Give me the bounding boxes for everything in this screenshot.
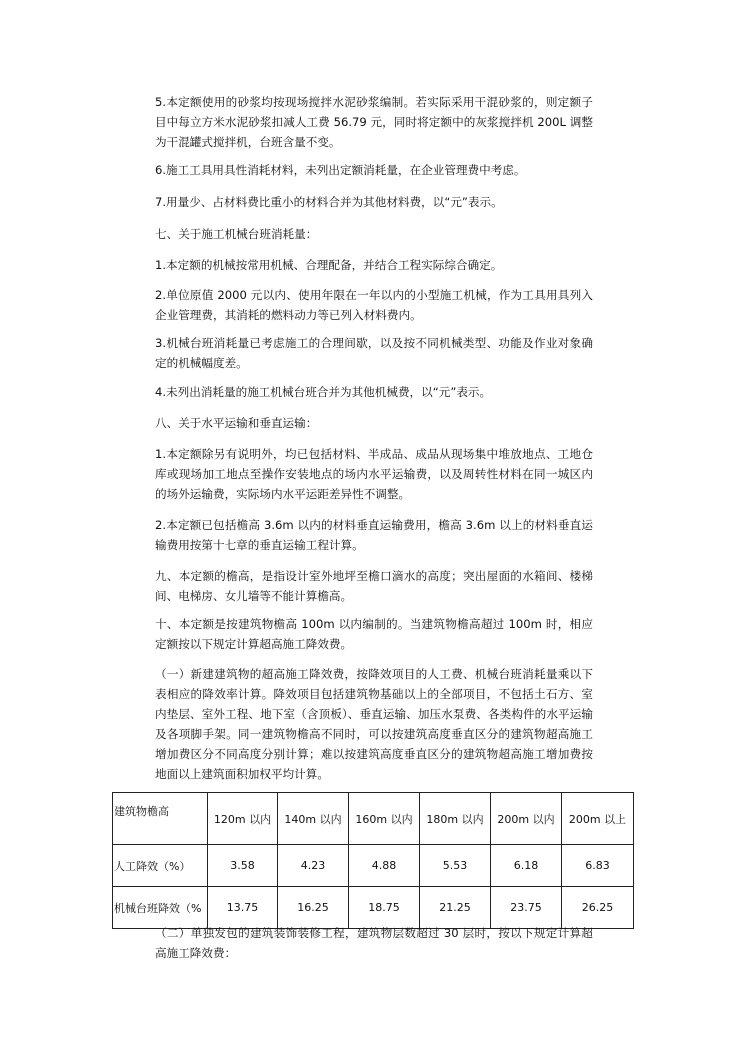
table-row: [113, 845, 634, 887]
table-cell: 4.23: [278, 845, 349, 887]
paragraph-over-height: 十、本定额是按建筑物檐高 100m 以内编制的。当建筑物檐高超过 100m 时，相应定额按以下规定计算超高施工降效费。: [155, 617, 593, 651]
paragraph-horizontal-transport: 1.本定额除另有说明外，均已包括材料、半成品、成品从现场集中堆放地点、工地仓库或现场加工地点至操作安装地点的场内水平运输费，以及周转性材料在同一城区内的场外运输费，实际场内水平运距差异性不调整。: [155, 447, 593, 501]
table-cell: 6.18: [491, 845, 562, 887]
table-header-label: 建筑物檐高: [113, 793, 208, 845]
table-cell: 21.25: [420, 887, 491, 929]
table-cell: 6.83: [562, 845, 634, 887]
table-cell: 23.75: [491, 887, 562, 929]
table-column-header: 120m 以内: [208, 793, 278, 845]
table-cell: 16.25: [278, 887, 349, 929]
paragraph-machinery-margin: 3.机械台班消耗量已考虑施工的合理间歇，以及按不同机械类型、功能及作业对象确定的机械幅度差。: [155, 336, 593, 370]
table-column-header: 200m 以内: [491, 793, 562, 845]
table-cell: 13.75: [208, 887, 278, 929]
section-heading-transport: 八、关于水平运输和垂直运输：: [155, 416, 318, 430]
efficiency-reduction-table: [112, 792, 634, 929]
paragraph-mortar-note: 5.本定额使用的砂浆均按现场搅拌水泥砂浆编制。若实际采用干混砂浆的，则定额子目中每立方米水泥砂浆扣减人工费 56.79 元，同时将定额中的灰浆搅拌机 200L 调整为干混罐式搅拌机，台班含量不变。: [155, 95, 593, 149]
table-row-label: 机械台班降效（%: [113, 887, 208, 929]
table-header-row: [113, 793, 634, 845]
paragraph-eave-height: 九、本定额的檐高，是指设计室外地坪至檐口滴水的高度；突出屋面的水箱间、楼梯间、电梯房、女儿墙等不能计算檐高。: [155, 569, 593, 603]
paragraph-vertical-transport: 2.本定额已包括檐高 3.6m 以内的材料垂直运输费用，檐高 3.6m 以上的材料垂直运输费用按第十七章的垂直运输工程计算。: [155, 518, 593, 552]
paragraph-small-machinery: 2.单位原值 2000 元以内、使用年限在一年以内的小型施工机械，作为工具用具列入企业管理费，其消耗的燃料动力等已列入材料费内。: [155, 288, 593, 322]
table-column-header: 160m 以内: [349, 793, 420, 845]
table-cell: 3.58: [208, 845, 278, 887]
paragraph-other-materials: 7.用量少、占材料费比重小的材料合并为其他材料费，以“元”表示。: [155, 195, 503, 209]
section-heading-machinery: 七、关于施工机械台班消耗量：: [155, 227, 318, 241]
table-cell: 4.88: [349, 845, 420, 887]
paragraph-tool-materials: 6.施工工具用具性消耗材料，未列出定额消耗量，在企业管理费中考虑。: [155, 163, 526, 177]
table-cell: 5.53: [420, 845, 491, 887]
table-cell: 26.25: [562, 887, 634, 929]
table-cell: 18.75: [349, 887, 420, 929]
table-column-header: 200m 以上: [562, 793, 634, 845]
table-row-label: 人工降效（%）: [113, 845, 208, 887]
table-column-header: 140m 以内: [278, 793, 349, 845]
paragraph-machinery-config: 1.本定额的机械按常用机械、合理配备，并结合工程实际综合确定。: [155, 258, 503, 272]
paragraph-other-machinery: 4.未列出消耗量的施工机械台班合并为其他机械费，以“元”表示。: [155, 385, 492, 399]
table-column-header: 180m 以内: [420, 793, 491, 845]
paragraph-new-building-rule: （一）新建建筑物的超高施工降效费，按降效项目的人工费、机械台班消耗量乘以下表相应的降效率计算。降效项目包括建筑物基础以上的全部项目，不包括土石方、室内垫层、室外工程、地下室（含顶板）、垂直运输、加压水泵费、各类构件的水平运输及各项脚手架。同一建筑物檐高不同时，可以按建筑高度垂直区分的建筑物超高施工增加费区分不同高度分别计算；难以按建筑高度垂直区分的建筑物超高施工增加费按地面以上建筑面积加权平均计算。: [155, 667, 593, 781]
paragraph-decoration-rule: （二）单独发包的建筑装饰装修工程，建筑物层数超过 30 层时，按以下规定计算超高施工降效费：: [155, 926, 593, 960]
